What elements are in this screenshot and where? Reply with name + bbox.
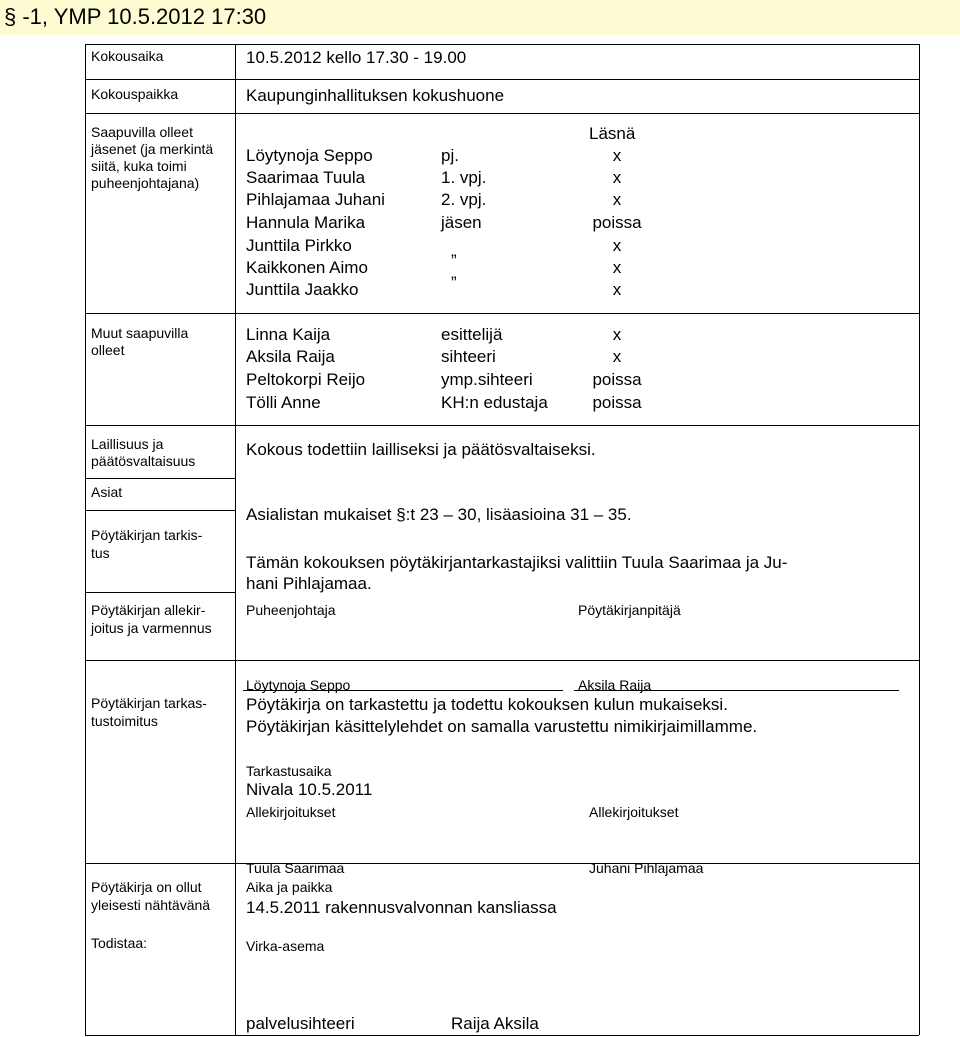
rule <box>85 660 919 661</box>
other-role: KH:n edustaja <box>441 393 548 412</box>
rule <box>85 113 919 114</box>
tarkastaja-name-2: Juhani Pihlajamaa <box>589 860 704 876</box>
member-role: ” <box>451 251 457 270</box>
rule-top <box>85 44 919 45</box>
rule-left <box>85 44 86 1035</box>
member-role: jäsen <box>441 213 482 232</box>
label-asiat: Asiat <box>91 484 123 500</box>
rule-bottom <box>85 1035 919 1036</box>
meeting-place: Kaupunginhallituksen kokushuone <box>246 86 505 105</box>
allekirjoitukset-label-1: Allekirjoitukset <box>246 804 336 820</box>
member-role: pj. <box>441 146 459 165</box>
label-laillisuus-2: päätösvaltaisuus <box>91 453 196 469</box>
label-kokouspaikka: Kokouspaikka <box>91 86 179 102</box>
rule <box>85 313 919 314</box>
tarkastusaika-label: Tarkastusaika <box>246 763 332 779</box>
member-name: Junttila Jaakko <box>246 280 359 299</box>
poytakirjanpitaja-label: Pöytäkirjanpitäjä <box>578 602 681 618</box>
label-laillisuus-1: Laillisuus ja <box>91 436 164 452</box>
label-tarkistus-1: Pöytäkirjan tarkis- <box>91 527 203 543</box>
poytakirjanpitaja-name: Aksila Raija <box>578 677 652 693</box>
tarkastus-text-2: Pöytäkirjan käsittelylehdet on samalla varustettu nimikirjaimillamme. <box>246 717 758 736</box>
rule <box>85 79 919 80</box>
tarkastus-text-1: Pöytäkirja on tarkastettu ja todettu kokouksen kulun mukaiseksi. <box>246 695 728 714</box>
label-saapuvilla-3: siitä, kuka toimi <box>91 158 187 174</box>
laillisuus-text: Kokous todettiin lailliseksi ja päätösvaltaiseksi. <box>246 440 596 459</box>
label-nahtavana-1: Pöytäkirja on ollut <box>91 879 202 895</box>
tarkastusaika-value: Nivala 10.5.2011 <box>246 780 373 799</box>
rule-mid <box>235 44 236 1035</box>
label-nahtavana-2: yleisesti nähtävänä <box>91 897 211 913</box>
member-role: 1. vpj. <box>441 168 487 187</box>
meeting-time: 10.5.2012 kello 17.30 - 19.00 <box>246 48 467 67</box>
member-role: ” <box>451 273 457 292</box>
section-title: § -1, YMP 10.5.2012 17:30 <box>4 4 267 29</box>
other-role: esittelijä <box>441 325 503 344</box>
rule <box>85 510 235 511</box>
puheenjohtaja-name: Löytynoja Seppo <box>246 677 351 693</box>
tarkistus-text-1: Tämän kokouksen pöytäkirjantarkastajiksi valittiin Tuula Saarimaa ja Ju- <box>246 553 788 572</box>
tarkistus-text-2: hani Pihlajamaa. <box>246 574 372 593</box>
label-kokousaika: Kokousaika <box>91 48 164 64</box>
rule <box>85 863 919 864</box>
other-role: sihteeri <box>441 347 496 366</box>
label-muut-2: olleet <box>91 342 125 358</box>
rule <box>85 592 235 593</box>
asiat-text: Asialistan mukaiset §:t 23 – 30, lisäasioina 31 – 35. <box>246 505 632 524</box>
nahtavana-label: Aika ja paikka <box>246 879 333 895</box>
nahtavana-value: 14.5.2011 rakennusvalvonnan kansliassa <box>246 898 557 917</box>
member-name: Hannula Marika <box>246 213 366 232</box>
allekirjoitukset-label-2: Allekirjoitukset <box>589 804 679 820</box>
label-saapuvilla-2: jäsenet (ja merkintä <box>91 141 214 157</box>
other-name: Peltokorpi Reijo <box>246 370 366 389</box>
member-name: Löytynoja Seppo <box>246 146 373 165</box>
puheenjohtaja-label: Puheenjohtaja <box>246 602 336 618</box>
present-header: Läsnä <box>589 124 636 143</box>
label-saapuvilla-1: Saapuvilla olleet <box>91 124 193 140</box>
rule <box>85 478 235 479</box>
other-role: ymp.sihteeri <box>441 370 533 389</box>
other-name: Linna Kaija <box>246 325 331 344</box>
member-role: 2. vpj. <box>441 190 487 209</box>
other-name: Tölli Anne <box>246 393 321 412</box>
other-name: Aksila Raija <box>246 347 335 366</box>
rule <box>85 425 919 426</box>
label-allekirjoitus-1: Pöytäkirjan allekir- <box>91 602 206 618</box>
section-header <box>0 0 960 35</box>
rule-right <box>919 44 920 1035</box>
label-tarkastustoimitus-2: tustoimitus <box>91 713 158 729</box>
label-muut-1: Muut saapuvilla <box>91 325 189 341</box>
virka-asema-label: Virka-asema <box>246 938 325 954</box>
member-name: Pihlajamaa Juhani <box>246 190 385 209</box>
label-tarkistus-2: tus <box>91 545 110 561</box>
tarkastaja-name-1: Tuula Saarimaa <box>246 860 345 876</box>
member-name: Saarimaa Tuula <box>246 168 366 187</box>
label-saapuvilla-4: puheenjohtajana) <box>91 175 200 191</box>
virka-asema-value: palvelusihteeri <box>246 1014 355 1033</box>
member-name: Junttila Pirkko <box>246 236 352 255</box>
label-todistaa: Todistaa: <box>91 935 148 951</box>
todistaja-name: Raija Aksila <box>451 1014 539 1033</box>
member-name: Kaikkonen Aimo <box>246 258 368 277</box>
label-allekirjoitus-2: joitus ja varmennus <box>91 620 212 636</box>
label-tarkastustoimitus-1: Pöytäkirjan tarkas- <box>91 695 207 711</box>
